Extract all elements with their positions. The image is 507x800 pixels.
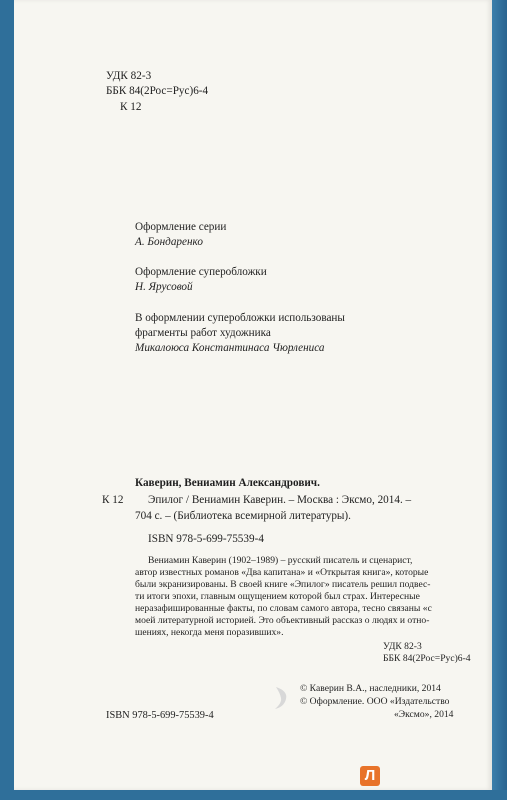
series-design-label: Оформление серии	[135, 221, 227, 233]
annotation-line: автор известных романов «Два капитана» и «Открытая книга», которые	[135, 567, 429, 578]
book-page	[14, 0, 492, 790]
fragments-line-1: В оформлении суперобложки использованы	[135, 312, 345, 324]
fragments-line-2: фрагменты работ художника	[135, 327, 271, 339]
cover-design-name: Н. Ярусовой	[135, 281, 193, 293]
show-through-text	[300, 250, 310, 284]
series-design-name: А. Бондаренко	[135, 236, 203, 248]
copyright-publisher: «Эксмо», 2014	[394, 709, 454, 720]
artist-name: Микалоюса Константинаса Чюрлениса	[135, 342, 325, 354]
book-cover-edge	[492, 0, 507, 800]
book-cover-bottom	[0, 790, 507, 800]
bbk-top: ББК 84(2Рос=Рус)6-4	[106, 85, 209, 97]
catalog-bbk: ББК 84(2Рос=Рус)6-4	[383, 653, 471, 664]
annotation-line: ти итоги эпохи, главным ощущением которой был страх. Интересные	[135, 591, 420, 602]
catalog-entry-line-2: 704 с. – (Библиотека всемирной литературы).	[135, 510, 351, 522]
catalog-isbn: ISBN 978-5-699-75539-4	[148, 533, 264, 545]
annotation-line: неразафишированные факты, по словам самого автора, тесно связаны «с	[135, 603, 432, 614]
cover-design-label: Оформление суперобложки	[135, 266, 267, 278]
footer-isbn: ISBN 978-5-699-75539-4	[106, 710, 214, 721]
copyright-design: © Оформление. ООО «Издательство	[300, 696, 450, 707]
author-code-top: К 12	[120, 101, 142, 113]
copyright-author: © Каверин В.А., наследники, 2014	[300, 683, 441, 694]
catalog-entry-line-1: Эпилог / Вениамин Каверин. – Москва : Эксмо, 2014. –	[148, 494, 412, 506]
annotation-line: шениях, некогда меня поразивших».	[135, 627, 284, 638]
labirint-badge-icon: Л	[360, 766, 380, 786]
catalog-code: К 12	[102, 494, 124, 506]
catalog-udk: УДК 82-3	[383, 641, 422, 652]
catalog-author: Каверин, Вениамин Александрович.	[135, 477, 320, 489]
annotation-line: Вениамин Каверин (1902–1989) – русский писатель и сценарист,	[148, 555, 413, 566]
udk-top: УДК 82-3	[106, 70, 152, 82]
annotation-line: моей литературной историей. Это объективный рассказ о людях и отно-	[135, 615, 430, 626]
publisher-logo-icon	[272, 685, 292, 711]
annotation-line: были экранизированы. В своей книге «Эпилог» писатель решил подвес-	[135, 579, 431, 590]
